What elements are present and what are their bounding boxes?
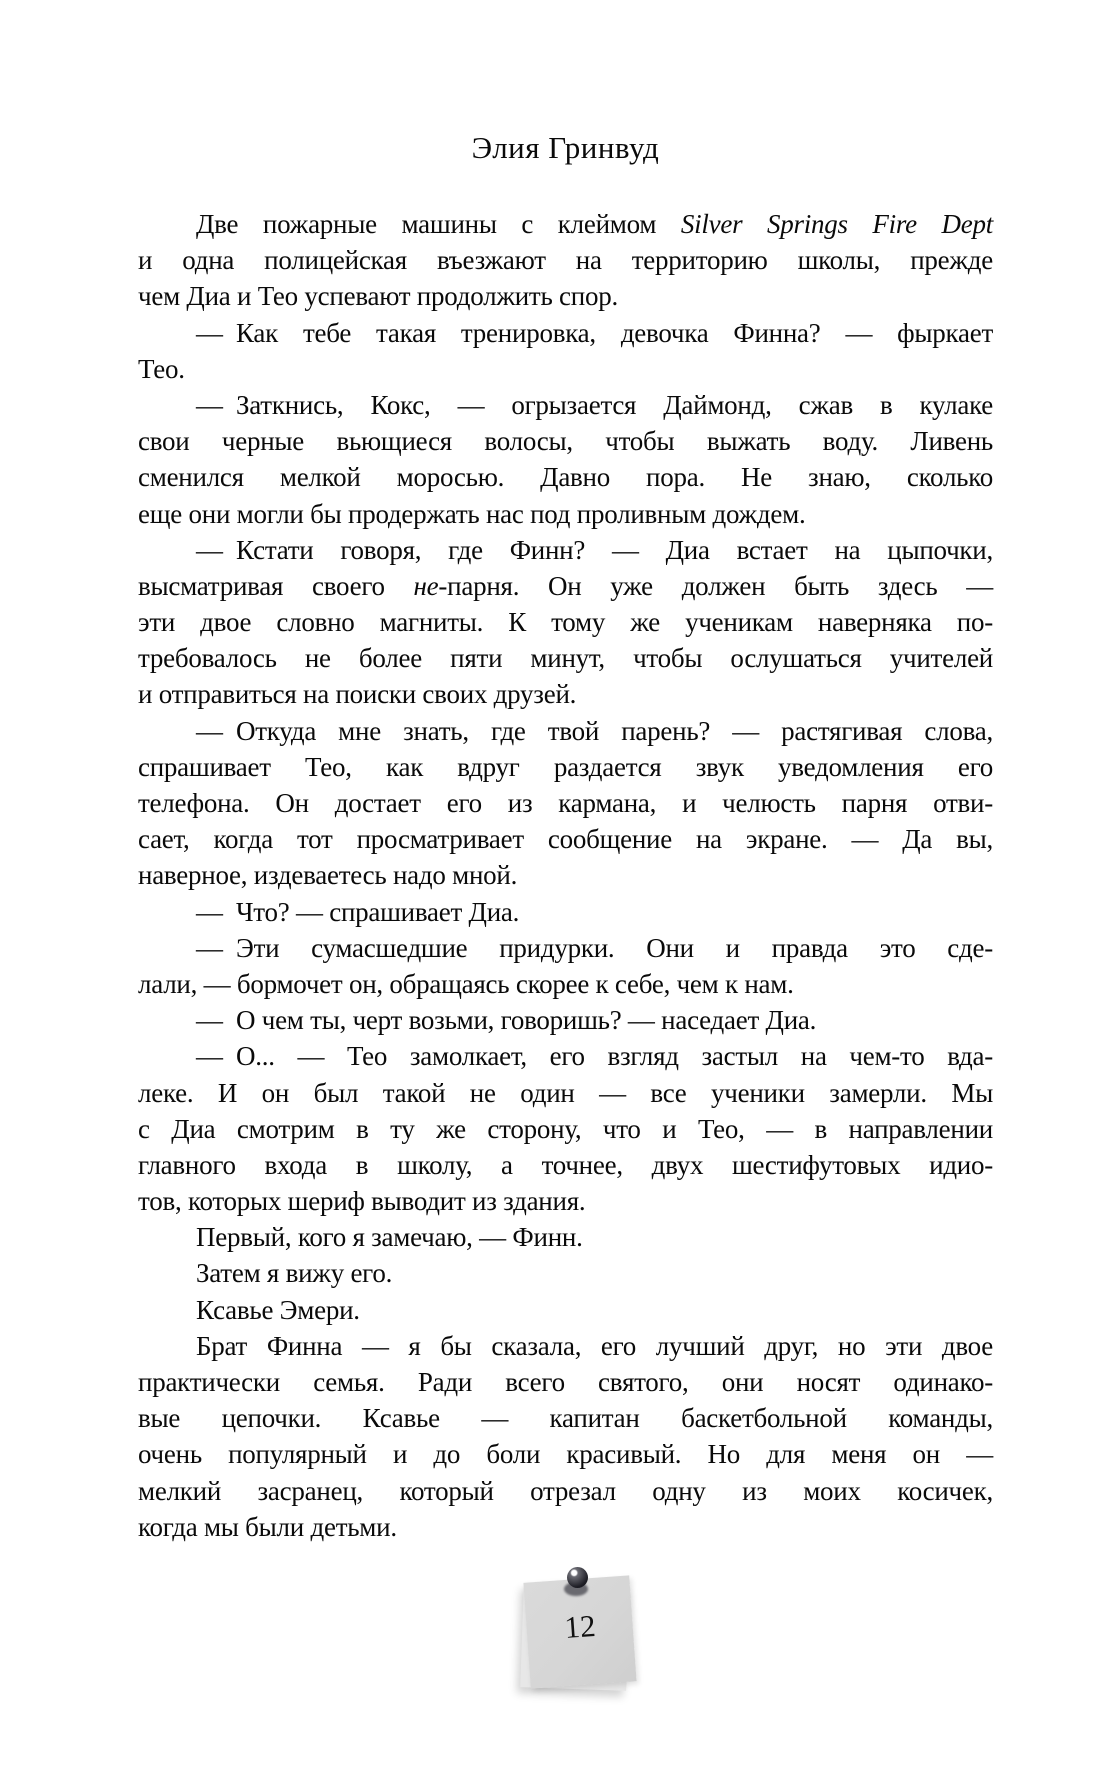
text-segment: сменился мелкой моросью. Давно пора. Не знаю, сколько	[138, 462, 993, 493]
text-segment: — Как тебе такая тренировка, девочка Финна? — фыркает	[196, 317, 993, 348]
pushpin-icon	[567, 1567, 588, 1588]
text-line	[138, 496, 993, 532]
text-line	[138, 1436, 993, 1472]
text-segment: тов, которых шериф выводит из здания.	[138, 1186, 586, 1217]
text-line	[138, 1183, 993, 1219]
text-segment: -парня. Он уже должен быть здесь —	[438, 570, 993, 601]
text-line	[138, 749, 993, 785]
text-segment: свои черные вьющиеся волосы, чтобы выжать воду. Ливень	[138, 426, 993, 457]
text-line	[138, 387, 993, 423]
text-segment: — Эти сумасшедшие придурки. Они и правда это сде-	[196, 932, 993, 963]
text-segment: лали, — бормочет он, обращаясь скорее к себе, чем к нам.	[138, 968, 794, 999]
text-line	[138, 351, 993, 387]
page-number-note	[527, 1579, 633, 1685]
text-segment: — Кстати говоря, где Финн? — Диа встает на цыпочки,	[196, 534, 993, 565]
text-line	[138, 459, 993, 495]
text-line	[138, 966, 993, 1002]
text-line	[138, 1219, 993, 1255]
text-line	[138, 1111, 993, 1147]
text-line	[138, 315, 993, 351]
text-line	[138, 785, 993, 821]
text-block	[138, 206, 993, 1545]
text-segment: практически семья. Ради всего святого, они носят одинако-	[138, 1367, 993, 1397]
text-line	[138, 1147, 993, 1183]
text-segment: наверное, издеваетесь надо мной.	[138, 860, 518, 891]
text-segment: — Заткнись, Кокс, — огрызается Даймонд, сжав в кулаке	[196, 389, 993, 420]
text-line	[138, 1038, 993, 1074]
text-line	[138, 1292, 993, 1328]
italic-text-segment: не	[413, 570, 439, 601]
text-line	[138, 894, 993, 930]
text-line	[138, 1255, 993, 1291]
text-segment: с Диа смотрим в ту же сторону, что и Тео, — в направлении	[138, 1113, 993, 1144]
text-segment: эти двое словно магниты. К тому же ученикам наверняка по-	[138, 607, 993, 638]
text-line	[138, 930, 993, 966]
text-line	[138, 242, 993, 278]
text-segment: главного входа в школу, а точнее, двух шестифутовых идио-	[138, 1149, 993, 1180]
text-line	[138, 713, 993, 749]
text-segment: Первый, кого я замечаю, — Финн.	[196, 1222, 583, 1253]
text-segment: Две пожарные машины с клеймом	[196, 209, 681, 239]
text-line	[138, 1328, 993, 1364]
text-line	[138, 532, 993, 568]
text-segment: леке. И он был такой не один — все ученики замерли. Мы	[138, 1077, 993, 1108]
running-header-author: Элия Гринвуд	[471, 130, 660, 165]
text-segment: еще они могли бы продержать нас под проливным дождем.	[138, 498, 806, 529]
page-number: 12	[563, 1607, 597, 1646]
text-segment: когда мы были детьми.	[138, 1511, 397, 1542]
text-line	[138, 423, 993, 459]
text-line	[138, 1400, 993, 1436]
text-segment: Брат Финна — я бы сказала, его лучший друг, но эти двое	[196, 1330, 993, 1361]
text-line	[138, 1075, 993, 1111]
text-line	[138, 278, 993, 314]
text-line	[138, 640, 993, 676]
italic-text-segment: Silver Springs Fire Dept	[680, 209, 993, 239]
text-segment: очень популярный и до боли красивый. Но для меня он —	[138, 1439, 993, 1470]
text-line	[138, 1002, 993, 1038]
text-segment: мелкий засранец, который отрезал одну из моих косичек,	[138, 1475, 993, 1506]
text-segment: — О чем ты, черт возьми, говоришь? — наседает Диа.	[196, 1005, 817, 1036]
text-segment: и одна полицейская въезжают на территорию школы, прежде	[138, 245, 993, 276]
text-segment: сает, когда тот просматривает сообщение на экране. — Да вы,	[138, 824, 993, 855]
text-line	[138, 206, 993, 242]
text-line	[138, 1364, 993, 1400]
text-line	[138, 568, 993, 604]
text-line	[138, 1509, 993, 1545]
text-segment: — О... — Тео замолкает, его взгляд застыл на чем-то вда-	[196, 1041, 993, 1072]
text-segment: спрашивает Тео, как вдруг раздается звук уведомления его	[138, 751, 993, 782]
text-segment: Затем я вижу его.	[196, 1258, 393, 1289]
text-line	[138, 604, 993, 640]
text-segment: Ксавье Эмери.	[196, 1294, 360, 1325]
text-segment: вые цепочки. Ксавье — капитан баскетбольной команды,	[138, 1403, 993, 1434]
text-line	[138, 676, 993, 712]
text-segment: телефона. Он достает его из кармана, и челюсть парня отви-	[138, 788, 993, 818]
text-segment: — Откуда мне знать, где твой парень? — растягивая слова,	[196, 715, 993, 746]
text-segment: Тео.	[138, 353, 185, 384]
text-segment: — Что? — спрашивает Диа.	[196, 896, 520, 927]
text-segment: чем Диа и Тео успевают продолжить спор.	[138, 281, 618, 312]
text-segment: высматривая своего	[138, 570, 414, 601]
text-line	[138, 857, 993, 893]
text-line	[138, 821, 993, 857]
text-segment: и отправиться на поиски своих друзей.	[138, 679, 577, 710]
text-segment: требовалось не более пяти минут, чтобы ослушаться учителей	[138, 643, 993, 674]
text-line	[138, 1473, 993, 1509]
